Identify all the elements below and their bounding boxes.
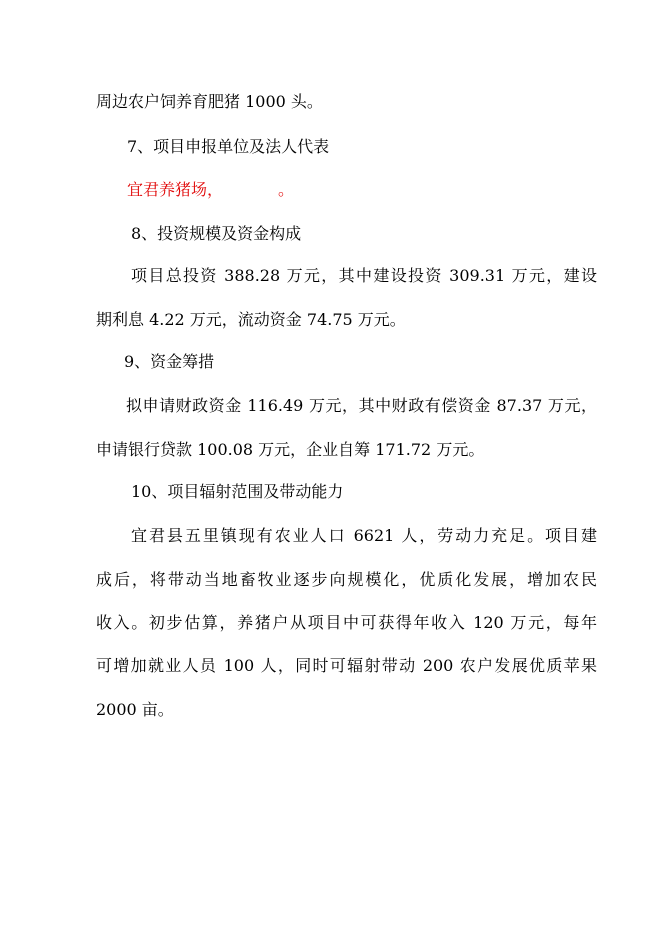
section-9-line-1: 拟申请财政资金 116.49 万元，其中财政有偿资金 87.37 万元，: [126, 396, 597, 415]
section-8-line-2: 期利息 4.22 万元，流动资金 74.75 万元。: [96, 310, 406, 329]
section-10-line-3: 收入。初步估算，养猪户从项目中可获得年收入 120 万元，每年: [96, 613, 597, 632]
section-10-line-4: 可增加就业人员 100 人，同时可辐射带动 200 农户发展优质苹果: [96, 656, 597, 675]
section-8-heading: 8、投资规模及资金构成: [131, 224, 302, 243]
section-7-unit-end: 。: [278, 180, 295, 199]
section-9-line-2: 申请银行贷款 100.08 万元，企业自筹 171.72 万元。: [96, 440, 485, 459]
section-10-line-1: 宜君县五里镇现有农业人口 6621 人，劳动力充足。项目建: [131, 526, 597, 545]
section-8-line-1: 项目总投资 388.28 万元，其中建设投资 309.31 万元，建设: [131, 266, 597, 285]
section-9-heading: 9、资金筹措: [124, 352, 215, 371]
section-10-heading: 10、项目辐射范围及带动能力: [131, 482, 344, 501]
section-7-heading: 7、项目申报单位及法人代表: [127, 137, 330, 156]
intro-line-end: 周边农户饲养育肥猪 1000 头。: [96, 92, 323, 111]
section-7-unit-name: 宜君养猪场，: [127, 180, 224, 199]
section-10-line-2: 成后，将带动当地畜牧业逐步向规模化，优质化发展，增加农民: [96, 570, 597, 589]
section-10-line-5: 2000 亩。: [96, 700, 174, 719]
